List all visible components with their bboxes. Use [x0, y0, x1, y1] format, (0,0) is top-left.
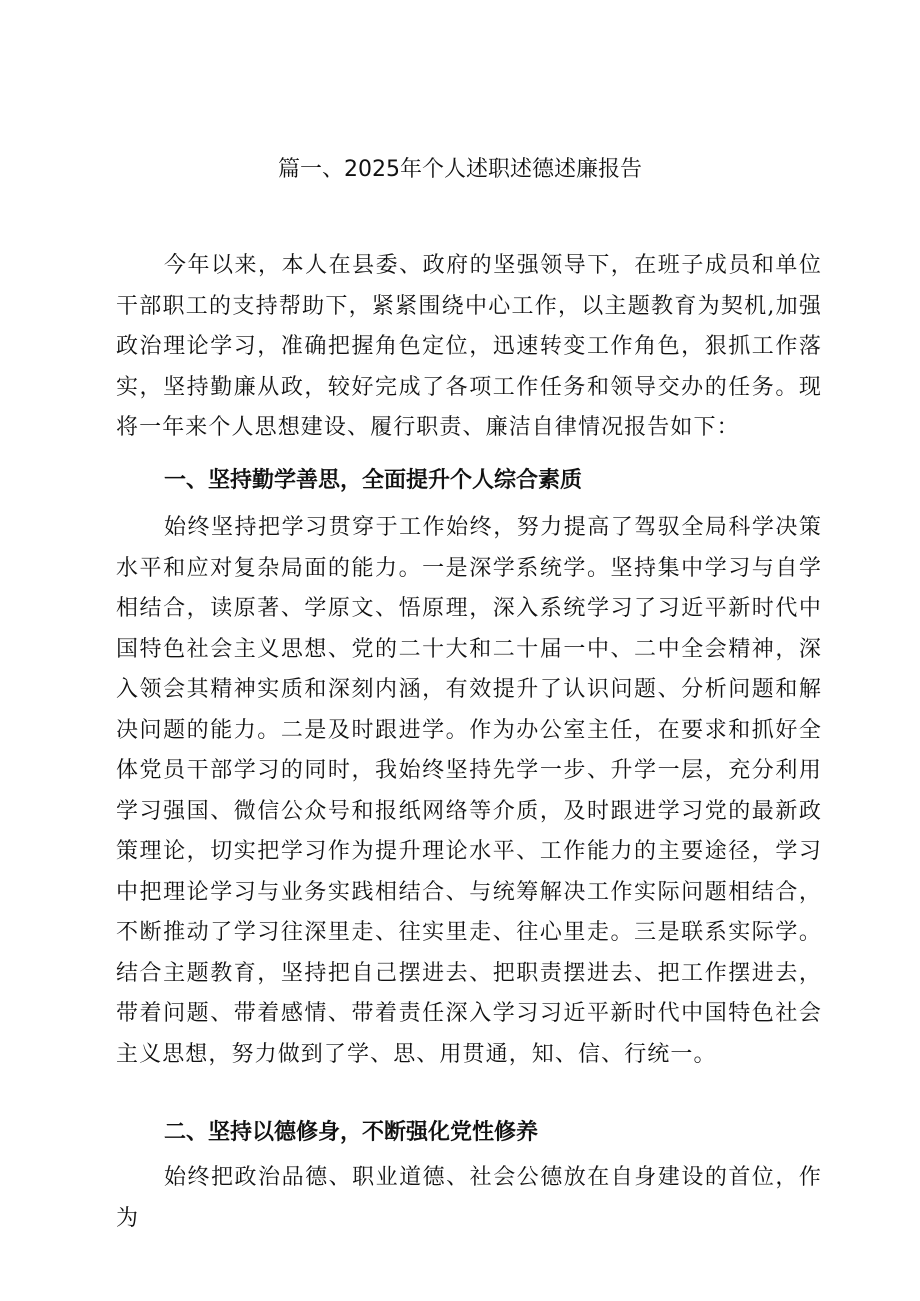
section-heading-1: 一、坚持勤学善思，全面提升个人综合素质: [164, 468, 583, 493]
intro-paragraph: 今年以来，本人在县委、政府的坚强领导下，在班子成员和单位干部职工的支持帮助下，紧紧围绕中心工作，以主题教育为契机,加强政治理论学习，准确把握角色定位，迅速转变工作角色，狠抓工作落实，坚持勤廉从政，较好完成了各项工作任务和领导交办的任务。现将一年来个人思想建设、履行职责、廉洁自律情况报告如下：: [116, 253, 822, 440]
section-body-1: 始终坚持把学习贯穿于工作始终，努力提高了驾驭全局科学决策水平和应对复杂局面的能力。一是深学系统学。坚持集中学习与自学相结合，读原著、学原文、悟原理，深入系统学习了习近平新时代中国特色社会主义思想、党的二十大和二十届一中、二中全会精神，深入领会其精神实质和深刻内涵，有效提升了认识问题、分析问题和解决问题的能力。二是及时跟进学。作为办公室主任，在要求和抓好全体党员干部学习的同时，我始终坚持先学一步、升学一层，充分利用学习强国、微信公众号和报纸网络等介质，及时跟进学习党的最新政策理论，切实把学习作为提升理论水平、工作能力的主要途径，学习中把理论学习与业务实践相结合、与统筹解决工作实际问题相结合，不断推动了学习往深里走、往实里走、往心里走。三是联系实际学。结合主题教育，坚持把自己摆进去、把职责摆进去、把工作摆进去，带着问题、带着感情、带着责任深入学习习近平新时代中国特色社会主义思想，努力做到了学、思、用贯通，知、信、行统一。: [116, 515, 822, 1067]
section-heading-2: 二、坚持以德修身，不断强化党性修养: [164, 1120, 539, 1145]
section-body-2: 始终把政治品德、职业道德、社会公德放在自身建设的首位，作为: [116, 1165, 822, 1231]
document-title: 篇一、2025年个人述职述德述廉报告: [278, 157, 642, 182]
